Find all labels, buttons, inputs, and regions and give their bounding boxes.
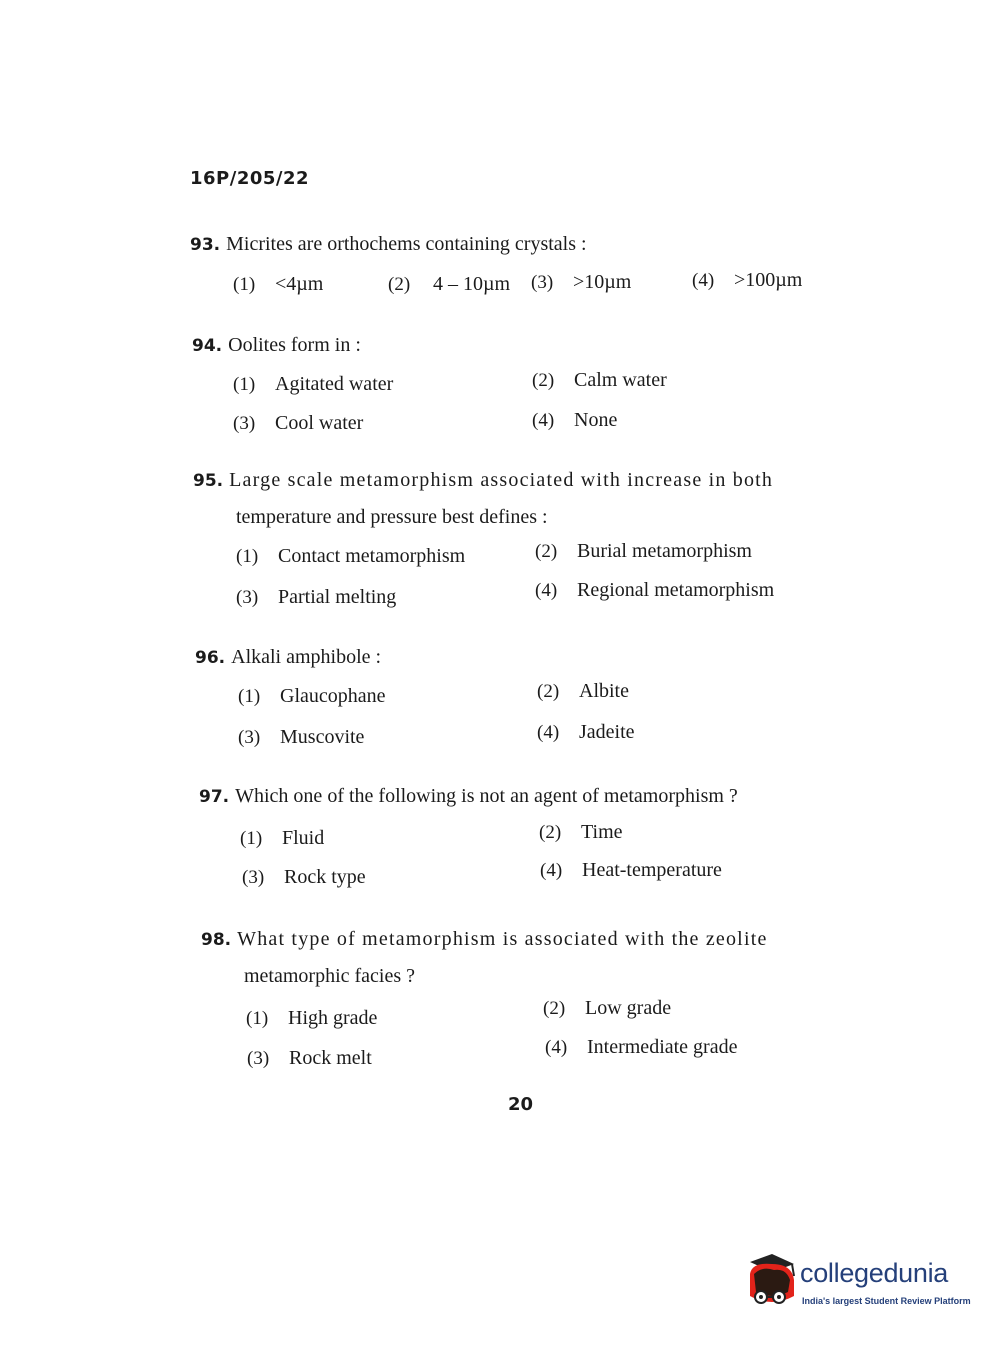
option-98-3: [247, 1047, 372, 1070]
option-text: Muscovite: [280, 726, 365, 748]
option-95-1: [236, 545, 465, 568]
option-text: Cool water: [275, 412, 364, 434]
option-text: Rock type: [284, 866, 366, 888]
option-text: Time: [581, 821, 623, 843]
collegedunia-watermark: [742, 1252, 972, 1312]
question-text: Which one of the following is not an agent of metamorphism ?: [235, 785, 738, 807]
question-94: [192, 334, 361, 357]
option-text: 4 – 10µm: [433, 273, 511, 295]
brand-name: collegedunia: [800, 1258, 949, 1288]
option-number: (1): [240, 828, 263, 849]
option-93-2: [388, 273, 510, 296]
option-number: (4): [540, 860, 563, 881]
option-text: Heat-temperature: [582, 859, 722, 881]
option-number: (3): [247, 1048, 270, 1069]
option-96-3: [238, 726, 364, 749]
option-text: Partial melting: [278, 586, 397, 608]
question-number: 97.: [199, 787, 230, 807]
question-text-line-2: temperature and pressure best defines :: [236, 506, 548, 528]
paper-code: 16P/205/22: [190, 168, 310, 189]
option-96-2: [537, 680, 629, 703]
question-number: 98.: [201, 930, 232, 950]
option-number: (2): [539, 822, 562, 843]
option-97-2: [539, 821, 623, 844]
option-number: (3): [531, 272, 554, 293]
option-94-2: [532, 369, 667, 392]
option-number: (2): [535, 541, 558, 562]
option-text: Calm water: [574, 369, 667, 391]
question-93: [190, 233, 587, 256]
option-text: Contact metamorphism: [278, 545, 466, 567]
option-text: Intermediate grade: [587, 1036, 738, 1058]
option-number: (2): [543, 998, 566, 1019]
option-number: (4): [532, 410, 555, 431]
page-number: 20: [508, 1094, 534, 1115]
option-number: (4): [537, 722, 560, 743]
question-number: 95.: [193, 471, 224, 491]
option-94-4: [532, 409, 617, 432]
option-98-2: [543, 997, 671, 1020]
question-text: Alkali amphibole :: [231, 646, 382, 668]
brand-tagline: India's largest Student Review Platform: [802, 1296, 971, 1306]
option-text: Fluid: [282, 827, 325, 849]
question-number: 96.: [195, 648, 226, 668]
option-97-3: [242, 866, 366, 889]
option-number: (1): [236, 546, 259, 567]
option-number: (4): [545, 1037, 568, 1058]
mascot-icon: [742, 1252, 802, 1312]
option-text: Regional metamorphism: [577, 579, 775, 601]
option-number: (1): [246, 1008, 269, 1029]
option-95-3: [236, 586, 396, 609]
option-98-1: [246, 1007, 377, 1030]
option-97-1: [240, 827, 324, 850]
option-text: <4µm: [275, 273, 324, 295]
option-number: (3): [242, 867, 265, 888]
option-95-2: [535, 540, 752, 563]
question-text: Micrites are orthochems containing crystals :: [226, 233, 587, 255]
question-text: Oolites form in :: [228, 334, 361, 356]
option-number: (4): [692, 270, 715, 291]
option-text: Rock melt: [289, 1047, 372, 1069]
option-number: (3): [238, 727, 261, 748]
option-96-1: [238, 685, 386, 708]
option-text: Low grade: [585, 997, 672, 1019]
question-number: 93.: [190, 235, 221, 255]
option-number: (2): [388, 274, 411, 295]
question-98: [201, 928, 768, 988]
option-text: >10µm: [573, 271, 632, 293]
option-98-4: [545, 1036, 737, 1059]
option-95-4: [535, 579, 774, 602]
option-number: (4): [535, 580, 558, 601]
option-text: None: [574, 409, 618, 431]
option-text: High grade: [288, 1007, 378, 1029]
option-number: (3): [236, 587, 259, 608]
option-93-4: [692, 269, 802, 292]
option-text: Jadeite: [579, 721, 635, 743]
option-text: Burial metamorphism: [577, 540, 752, 562]
option-number: (2): [537, 681, 560, 702]
option-94-1: [233, 373, 393, 396]
option-text: Agitated water: [275, 373, 394, 395]
option-number: (1): [238, 686, 261, 707]
question-number: 94.: [192, 336, 223, 356]
question-text: What type of metamorphism is associated with the zeolite: [237, 928, 768, 950]
option-93-1: [233, 273, 323, 296]
question-95: [193, 469, 773, 529]
question-96: [195, 646, 381, 669]
option-96-4: [537, 721, 635, 744]
option-number: (3): [233, 413, 256, 434]
option-97-4: [540, 859, 722, 882]
option-94-3: [233, 412, 363, 435]
option-number: (1): [233, 274, 256, 295]
option-number: (2): [532, 370, 555, 391]
question-97: [199, 785, 738, 808]
option-text: Glaucophane: [280, 685, 386, 707]
question-text-line-2: metamorphic facies ?: [244, 965, 416, 987]
option-93-3: [531, 271, 631, 294]
option-number: (1): [233, 374, 256, 395]
option-text: >100µm: [734, 269, 803, 291]
option-text: Albite: [579, 680, 629, 702]
question-text: Large scale metamorphism associated with increase in both: [229, 469, 774, 491]
